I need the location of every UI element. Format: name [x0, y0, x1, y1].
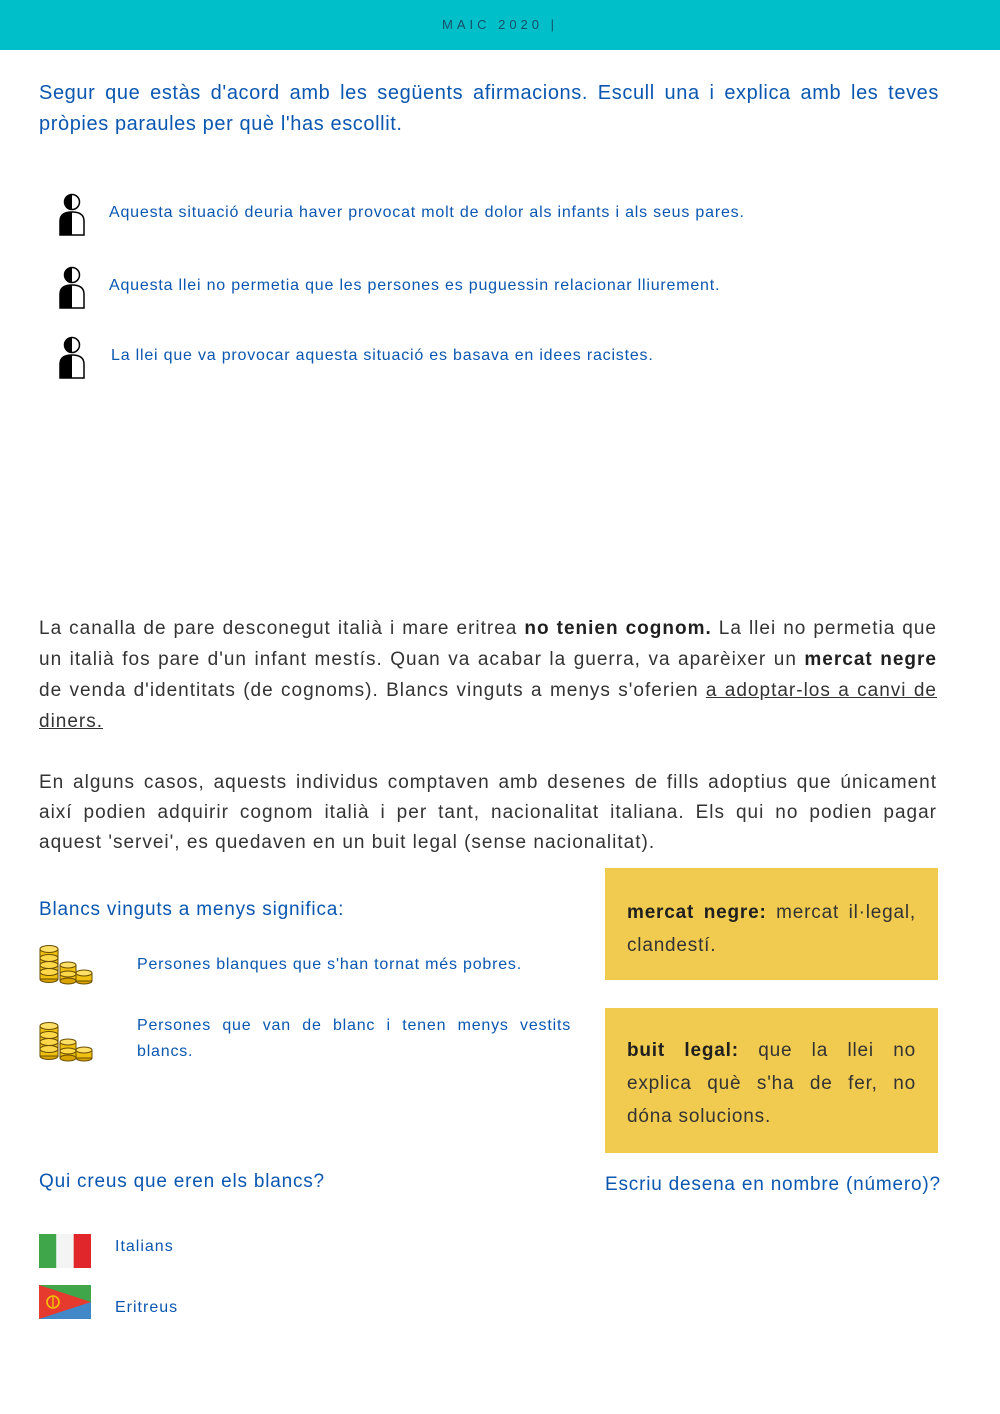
statement-2[interactable]: Aquesta llei no permetia que les persones es puguessin relacionar lliurement.: [109, 277, 721, 294]
statement-1[interactable]: Aquesta situació deuria haver provocat molt de dolor als infants i als seus pares.: [109, 204, 745, 221]
header-bar: [0, 0, 1000, 50]
coins-icon[interactable]: [38, 1018, 94, 1064]
paragraph-1-underlined: a adoptar-los a canvi de diners.: [39, 680, 937, 732]
person-half-icon[interactable]: [57, 266, 87, 310]
question-1-option-1[interactable]: Persones blanques que s'han tornat més pobres.: [137, 956, 522, 973]
question-1-title: Blancs vinguts a menys significa:: [39, 899, 345, 920]
glossary-definition: que la llei no explica què s'ha de fer, no dóna solucions.: [627, 1040, 916, 1127]
question-2-title: Qui creus que eren els blancs?: [39, 1171, 325, 1192]
glossary-box-buit-legal: [605, 1008, 938, 1153]
paragraph-1-text: de venda d'identitats (de cognoms). Blancs vinguts a menys s'oferien: [39, 680, 706, 701]
paragraph-1-text: La llei no permetia que un italià fos pare d'un infant mestís. Quan va acabar la guerra, va aparèixer un: [39, 618, 937, 670]
question-1-option-2[interactable]: Persones que van de blanc i tenen menys vestits blancs.: [137, 1017, 571, 1060]
statement-3[interactable]: La llei que va provocar aquesta situació es basava en idees racistes.: [111, 347, 654, 364]
italy-flag-icon[interactable]: [39, 1234, 91, 1268]
glossary-term: mercat negre:: [627, 902, 767, 923]
coins-icon[interactable]: [38, 941, 94, 987]
paragraph-1-bold: mercat negre: [804, 649, 937, 670]
person-half-icon[interactable]: [57, 193, 87, 237]
eritrea-flag-icon[interactable]: [39, 1285, 91, 1319]
person-half-icon[interactable]: [57, 336, 87, 380]
paragraph-1-bold: no tenien cognom.: [524, 618, 712, 639]
glossary-term: buit legal:: [627, 1040, 739, 1061]
paragraph-1-text: La canalla de pare desconegut italià i mare eritrea: [39, 618, 525, 639]
question-2-option-italians[interactable]: Italians: [115, 1238, 174, 1255]
question-3-title: Escriu desena en nombre (número)?: [605, 1174, 941, 1195]
glossary-definition: mercat il·legal, clandestí.: [627, 902, 917, 956]
glossary-box-mercat-negre: [605, 868, 938, 980]
question-2-option-eritreus[interactable]: Eritreus: [115, 1299, 179, 1316]
intro-instruction: Segur que estàs d'acord amb les següents afirmacions. Escull una i explica amb les teves pròpies paraules per què l'has escollit.: [39, 82, 939, 135]
paragraph-1: [39, 613, 937, 737]
header-date: MAIC 2020 |: [441, 17, 559, 32]
paragraph-2: En alguns casos, aquests individus comptaven amb desenes de fills adoptius que únicament així podien adquirir cognom italià i per tant, nacionalitat italiana. Els qui no podien pagar aquest 'servei', es quedaven en un buit legal (sense nacionalitat).: [39, 772, 937, 853]
